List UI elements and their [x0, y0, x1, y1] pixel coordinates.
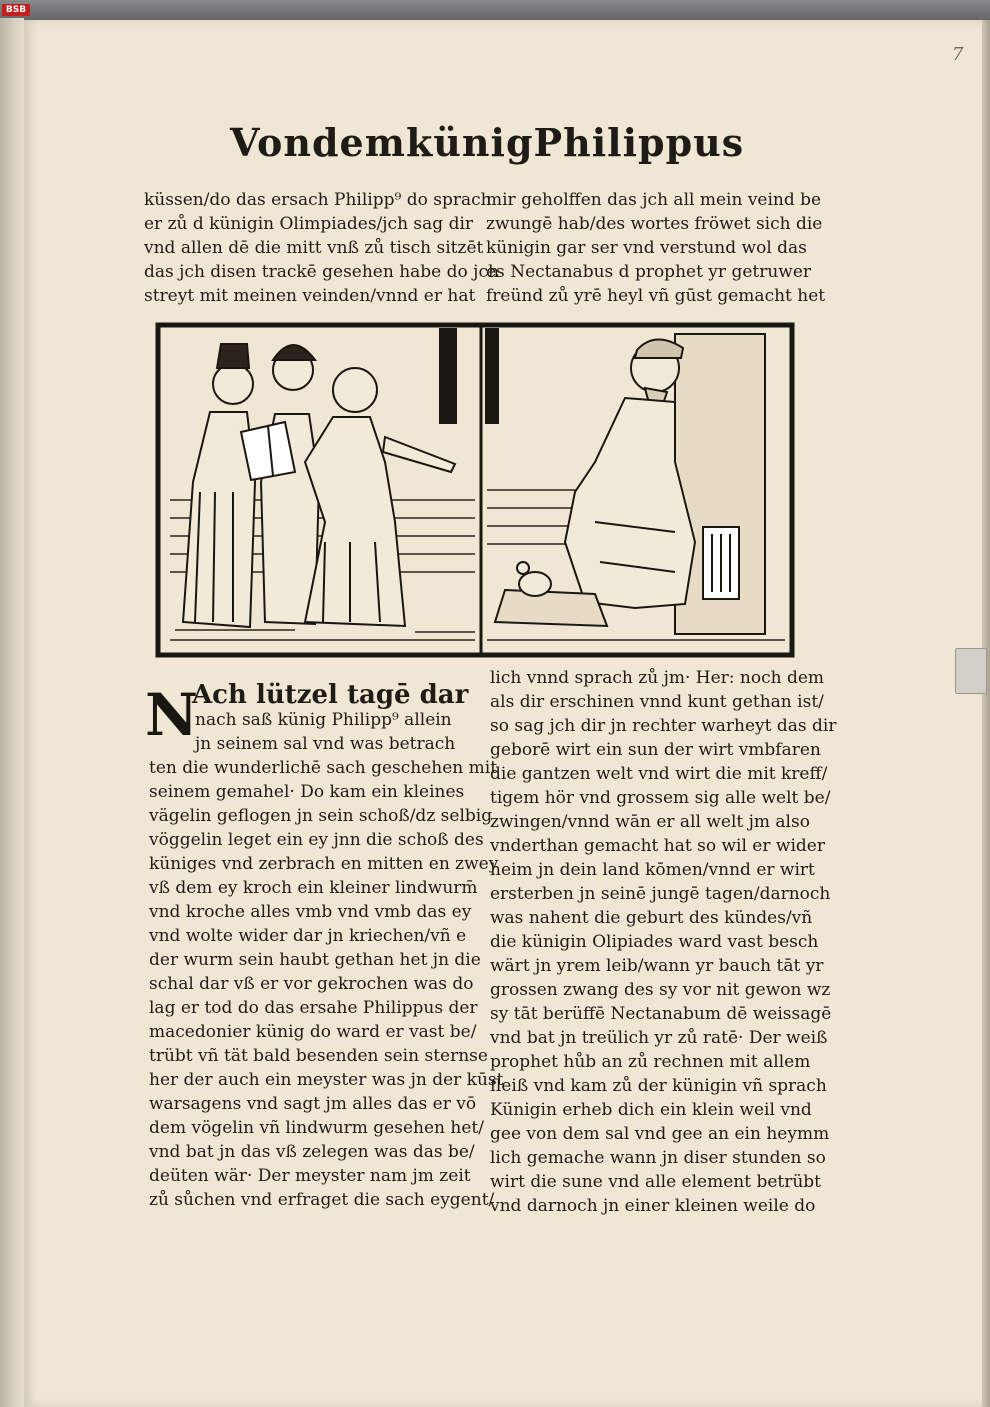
text-line: zů sůchen vnd erfraget die sach eygent/ — [149, 1190, 495, 1210]
text-line: küssen/do das ersach Philipp⁹ do sprach — [144, 190, 492, 210]
text-line: geborē wirt ein sun der wirt vmbfaren — [490, 740, 821, 760]
top-right-column — [486, 188, 825, 308]
title-word: künig — [405, 120, 534, 165]
text-line: was nahent die geburt des kündes/vñ — [490, 908, 813, 928]
text-line: vöggelin leget ein ey jnn die schoß des — [149, 830, 484, 850]
text-line: ersterben jn seinē jungē tagen/darnoch — [490, 884, 831, 904]
text-line: streyt mit meinen veinden/vnnd er hat — [144, 286, 476, 306]
text-line: heim jn dein land kōmen/vnnd er wirt — [490, 860, 815, 880]
opening-words: Ach lützel tagē dar — [192, 680, 469, 710]
text-line: vnd wolte wider dar jn kriechen/vñ e — [149, 926, 467, 946]
title-word: dem — [311, 120, 406, 165]
text-line: warsagens vnd sagt jm alles das er vō — [149, 1094, 477, 1114]
text-line: vnd kroche alles vmb vnd vmb das ey — [149, 902, 472, 922]
text-line: Künigin erheb dich ein klein weil vnd — [490, 1100, 812, 1120]
seated-prophet — [565, 334, 765, 634]
text-line: nach saß künig Philipp⁹ allein — [195, 710, 452, 730]
text-line: künigin gar ser vnd verstund wol das — [486, 238, 807, 258]
top-left-column — [144, 188, 499, 308]
text-line: vnd darnoch jn einer kleinen weile do — [490, 1196, 816, 1216]
bottom-right-column — [490, 666, 836, 1218]
title-word: Von — [230, 120, 312, 165]
kneeling-man — [305, 368, 455, 626]
text-line: ten die wunderlichē sach geschehen mit — [149, 758, 498, 778]
text-line: zwingen/vnnd wān er all welt jm also — [490, 812, 810, 832]
viewer-top-bar — [0, 0, 990, 22]
text-line: gee von dem sal vnd gee an ein heymm — [490, 1124, 830, 1144]
text-line: wärt jn yrem leib/wann yr bauch tāt yr — [490, 956, 824, 976]
text-line: grossen zwang des sy vor nit gewon wz — [490, 980, 831, 1000]
text-line: küniges vnd zerbrach en mitten en zwey — [149, 854, 499, 874]
text-line: der wurm sein haubt gethan het jn die — [149, 950, 481, 970]
text-line: vnd allen dē die mitt vnß zů tisch sitzēt — [144, 238, 484, 258]
page-tab-marker — [955, 648, 987, 694]
text-line: trübt vñ tät bald besenden sein sternse — [149, 1046, 488, 1066]
page-title — [230, 120, 745, 165]
text-line: wirt die sune vnd alle element betrübt — [490, 1172, 822, 1192]
folio-number: 7 — [952, 44, 964, 65]
library-badge[interactable]: BSB — [2, 4, 30, 16]
text-line: vnd bat jn das vß zelegen was das be/ — [149, 1142, 475, 1162]
pillar-left — [439, 328, 457, 424]
text-line: tigem hör vnd grossem sig alle welt be/ — [490, 788, 831, 808]
text-line: zwungē hab/des wortes fröwet sich die — [486, 214, 823, 234]
pillar-right — [485, 328, 499, 424]
woodcut-illustration — [155, 322, 795, 658]
text-line: die gantzen welt vnd wirt die mit kreff/ — [490, 764, 828, 784]
text-line: her der auch ein meyster was jn der kūst — [149, 1070, 504, 1090]
text-line: fleiß vnd kam zů der künigin vñ sprach — [490, 1076, 827, 1096]
standing-scholar — [183, 344, 255, 627]
text-line: er zů d künigin Olimpiades/jch sag dir — [144, 214, 474, 234]
bottom-left-column — [149, 708, 503, 1212]
text-line: sy tāt berüffē Nectanabum dē weissagē — [490, 1004, 832, 1024]
text-line: das jch disen trackē gesehen habe do jch — [144, 262, 499, 282]
text-line: deüten wär· Der meyster nam jm zeit — [149, 1166, 471, 1186]
text-line: prophet hůb an zů rechnen mit allem — [490, 1052, 811, 1072]
drop-cap-initial: N — [145, 681, 199, 749]
text-line: macedonier künig do ward er vast be/ — [149, 1022, 477, 1042]
text-line: mir geholffen das jch all mein veind be — [486, 190, 822, 210]
text-line: vnderthan gemacht hat so wil er wider — [490, 836, 825, 856]
text-line: als dir erschinen vnnd kunt gethan ist/ — [490, 692, 824, 712]
page-edge — [982, 20, 990, 1407]
text-line: vß dem ey kroch ein kleiner lindwurm̄ — [149, 878, 478, 898]
text-line: lich vnnd sprach zů jm· Her: noch dem — [490, 668, 825, 688]
text-line: es Nectanabus d prophet yr getruwer — [486, 262, 812, 282]
text-line: vnd bat jn treülich yr zů ratē· Der weiß — [490, 1028, 828, 1048]
text-line: dem vögelin vñ lindwurm gesehen het/ — [149, 1118, 484, 1138]
text-line: jn seinem sal vnd was betrach — [195, 734, 456, 754]
text-line: so sag jch dir jn rechter warheyt das dir — [490, 716, 837, 736]
text-line: freünd zů yrē heyl vñ gūst gemacht het — [486, 286, 826, 306]
text-line: schal dar vß er vor gekrochen was do — [149, 974, 474, 994]
text-line: lich gemache wann jn diser stunden so — [490, 1148, 826, 1168]
text-line: vägelin geflogen jn sein schoß/dz selbig — [149, 806, 493, 826]
title-word: Philippus — [533, 120, 745, 165]
book-binding-edge — [0, 18, 24, 1407]
text-line: die künigin Olipiades ward vast besch — [490, 932, 819, 952]
text-line: seinem gemahel· Do kam ein kleines — [149, 782, 465, 802]
text-line: lag er tod do das ersahe Philippus der — [149, 998, 478, 1018]
